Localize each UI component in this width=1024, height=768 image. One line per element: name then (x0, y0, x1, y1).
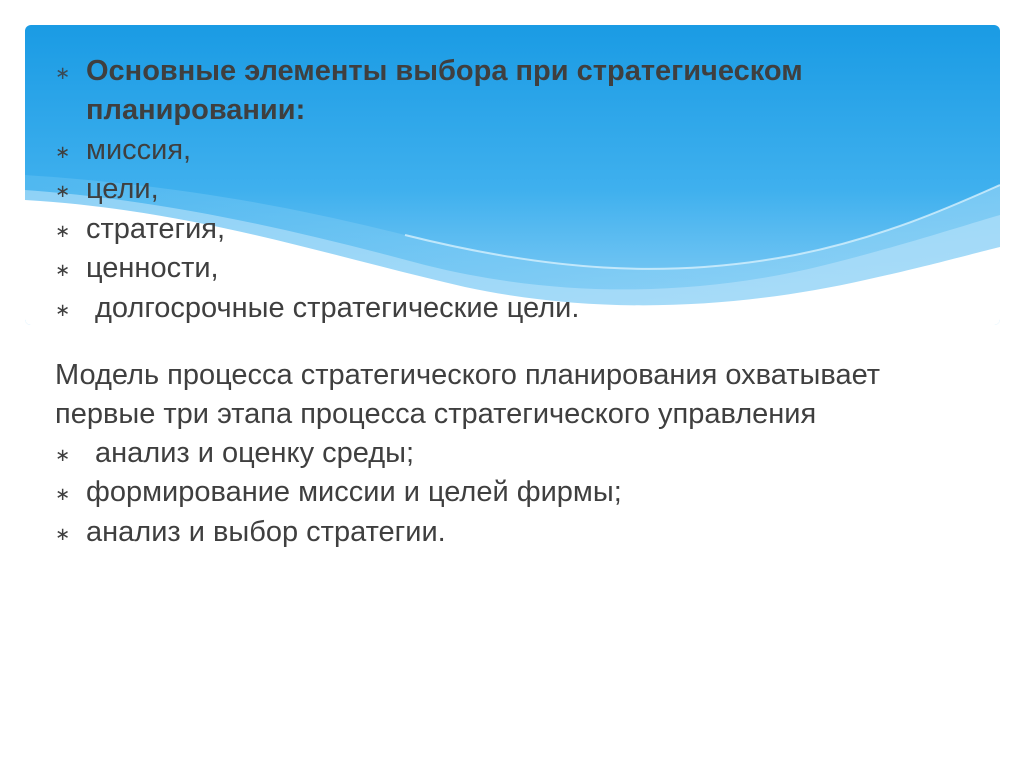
list-item (55, 170, 975, 209)
list-item-text: анализ и выбор стратегии. (86, 515, 446, 548)
asterisk-bullet-icon: ∗ (55, 260, 71, 281)
list-item-text: цели, (86, 173, 159, 206)
asterisk-bullet-icon: ∗ (55, 141, 71, 162)
list-item (55, 52, 975, 131)
list-item-text: долгосрочные стратегические цели. (95, 291, 580, 324)
list-item-text: Основные элементы выбора при стратегическом планировании: (86, 55, 803, 127)
list-item (55, 210, 975, 249)
model-paragraph: Модель процесса стратегического планирования охватывает первые три этапа процесса стратегического управления (55, 359, 881, 430)
list-item-text: формирование миссии и целей фирмы; (86, 476, 622, 509)
asterisk-bullet-icon: ∗ (55, 299, 71, 320)
list-item (55, 434, 975, 473)
list-item (55, 513, 975, 552)
slide-content (55, 52, 975, 552)
list-item-text: стратегия, (86, 212, 226, 245)
list-item (55, 249, 975, 288)
asterisk-bullet-icon: ∗ (55, 523, 71, 544)
elements-list (55, 52, 975, 328)
asterisk-bullet-icon: ∗ (55, 220, 71, 241)
list-item-text: анализ и оценку среды; (95, 436, 415, 469)
asterisk-bullet-icon: ∗ (55, 484, 71, 505)
list-item (55, 473, 975, 512)
list-item (55, 131, 975, 170)
asterisk-bullet-icon: ∗ (55, 63, 71, 83)
list-item-text: ценности, (86, 252, 219, 285)
stages-list (55, 434, 975, 552)
asterisk-bullet-icon: ∗ (55, 444, 71, 465)
asterisk-bullet-icon: ∗ (55, 181, 71, 202)
list-item (55, 289, 975, 328)
list-item-text: миссия, (86, 133, 192, 166)
